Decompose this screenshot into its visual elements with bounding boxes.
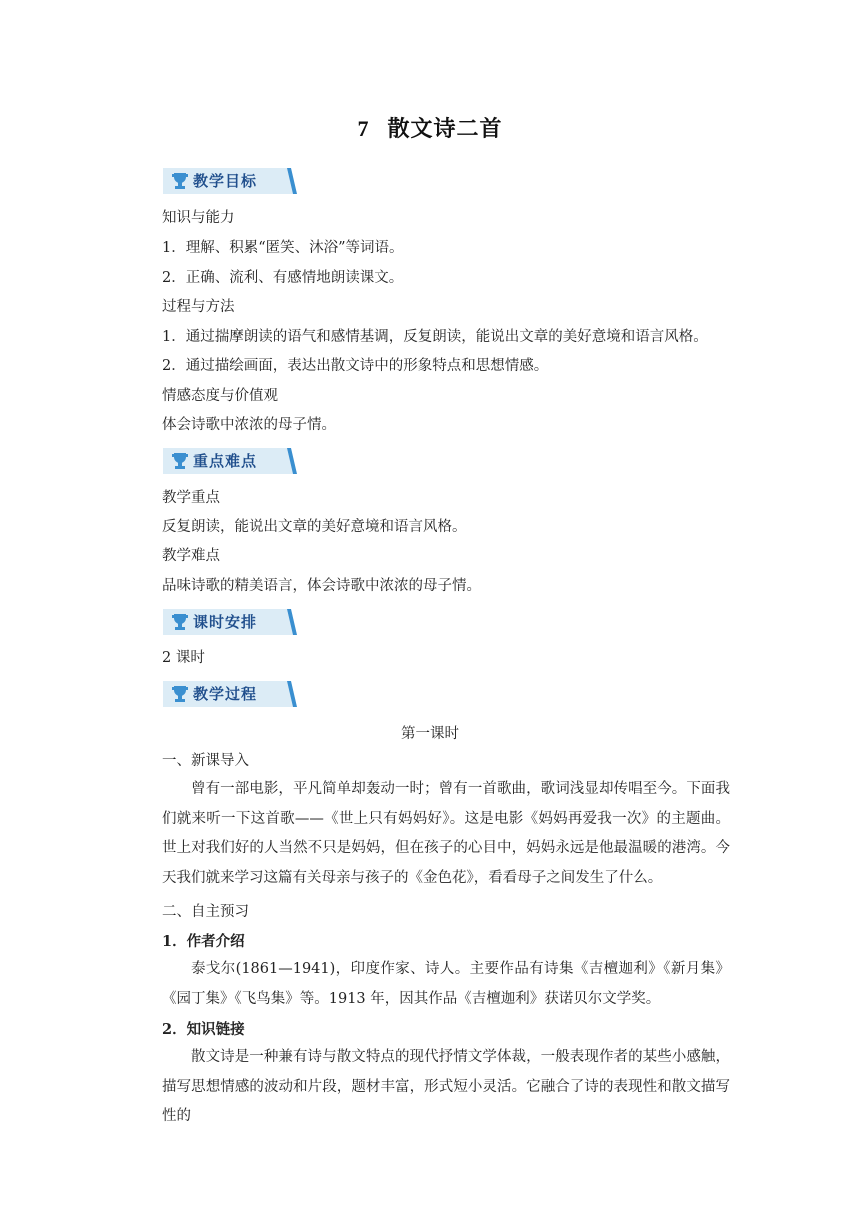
subsection-heading: 2．知识链接 — [162, 1021, 245, 1038]
page-title — [0, 112, 860, 143]
difficulty-text: 品味诗歌的精美语言，体会诗歌中浓浓的母子情。 — [162, 578, 481, 594]
lesson-title: 散文诗二首 — [387, 117, 503, 142]
trophy-icon — [171, 684, 189, 704]
goal-item: 2．正确、流利、有感情地朗读课文。 — [162, 270, 404, 286]
goal-item: 2．通过描绘画面，表达出散文诗中的形象特点和思想情感。 — [162, 358, 549, 374]
section-badge-keypoints — [163, 446, 299, 476]
paragraph-knowledge: 散文诗是一种兼有诗与散文特点的现代抒情文学体裁，一般表现作者的某些小感触，描写思想情感的波动和片段，题材丰富，形式短小灵活。它融合了诗的表现性和散文描写性的 — [162, 1049, 730, 1124]
trophy-icon — [171, 612, 189, 632]
section-heading: 一、新课导入 — [162, 753, 249, 769]
goal-heading-knowledge: 知识与能力 — [162, 210, 235, 226]
section-badge-process — [163, 679, 299, 709]
badge-label: 教学过程 — [193, 685, 258, 703]
lesson-heading: 第一课时 — [401, 726, 459, 742]
keypoint-text: 反复朗读，能说出文章的美好意境和语言风格。 — [162, 519, 467, 535]
badge-label: 重点难点 — [193, 452, 258, 470]
section-badge-goals — [163, 166, 299, 196]
schedule-text: 2 课时 — [162, 650, 205, 666]
section-heading: 二、自主预习 — [162, 904, 249, 920]
badge-label: 教学目标 — [193, 172, 258, 190]
goal-heading-process: 过程与方法 — [162, 299, 235, 315]
difficulty-heading: 教学难点 — [162, 548, 220, 564]
goal-heading-emotion: 情感态度与价值观 — [162, 388, 278, 404]
keypoint-heading: 教学重点 — [162, 490, 220, 506]
subsection-heading: 1．作者介绍 — [162, 933, 245, 950]
trophy-icon — [171, 171, 189, 191]
section-badge-schedule — [163, 607, 299, 637]
paragraph-author: 泰戈尔(1861—1941)，印度作家、诗人。主要作品有诗集《吉檀迦利》《新月集》《园丁集》《飞鸟集》等。1913 年，因其作品《吉檀迦利》获诺贝尔文学奖。 — [162, 961, 730, 1007]
goal-item: 1．通过揣摩朗读的语气和感情基调，反复朗读，能说出文章的美好意境和语言风格。 — [162, 329, 708, 345]
paragraph-intro: 曾有一部电影，平凡简单却轰动一时；曾有一首歌曲，歌词浅显却传唱至今。下面我们就来听一下这首歌——《世上只有妈妈好》。这是电影《妈妈再爱我一次》的主题曲。世上对我们好的人当然不只是妈妈，但在孩子的心目中，妈妈永远是他最温暖的港湾。今天我们就来学习这篇有关母亲与孩子的《金色花》，看看母子之间发生了什么。 — [162, 781, 730, 886]
trophy-icon — [171, 451, 189, 471]
goal-item: 1．理解、积累“匿笑、沐浴”等词语。 — [162, 240, 404, 256]
badge-label: 课时安排 — [193, 613, 258, 631]
lesson-number: 7 — [357, 116, 370, 141]
goal-item: 体会诗歌中浓浓的母子情。 — [162, 417, 336, 433]
